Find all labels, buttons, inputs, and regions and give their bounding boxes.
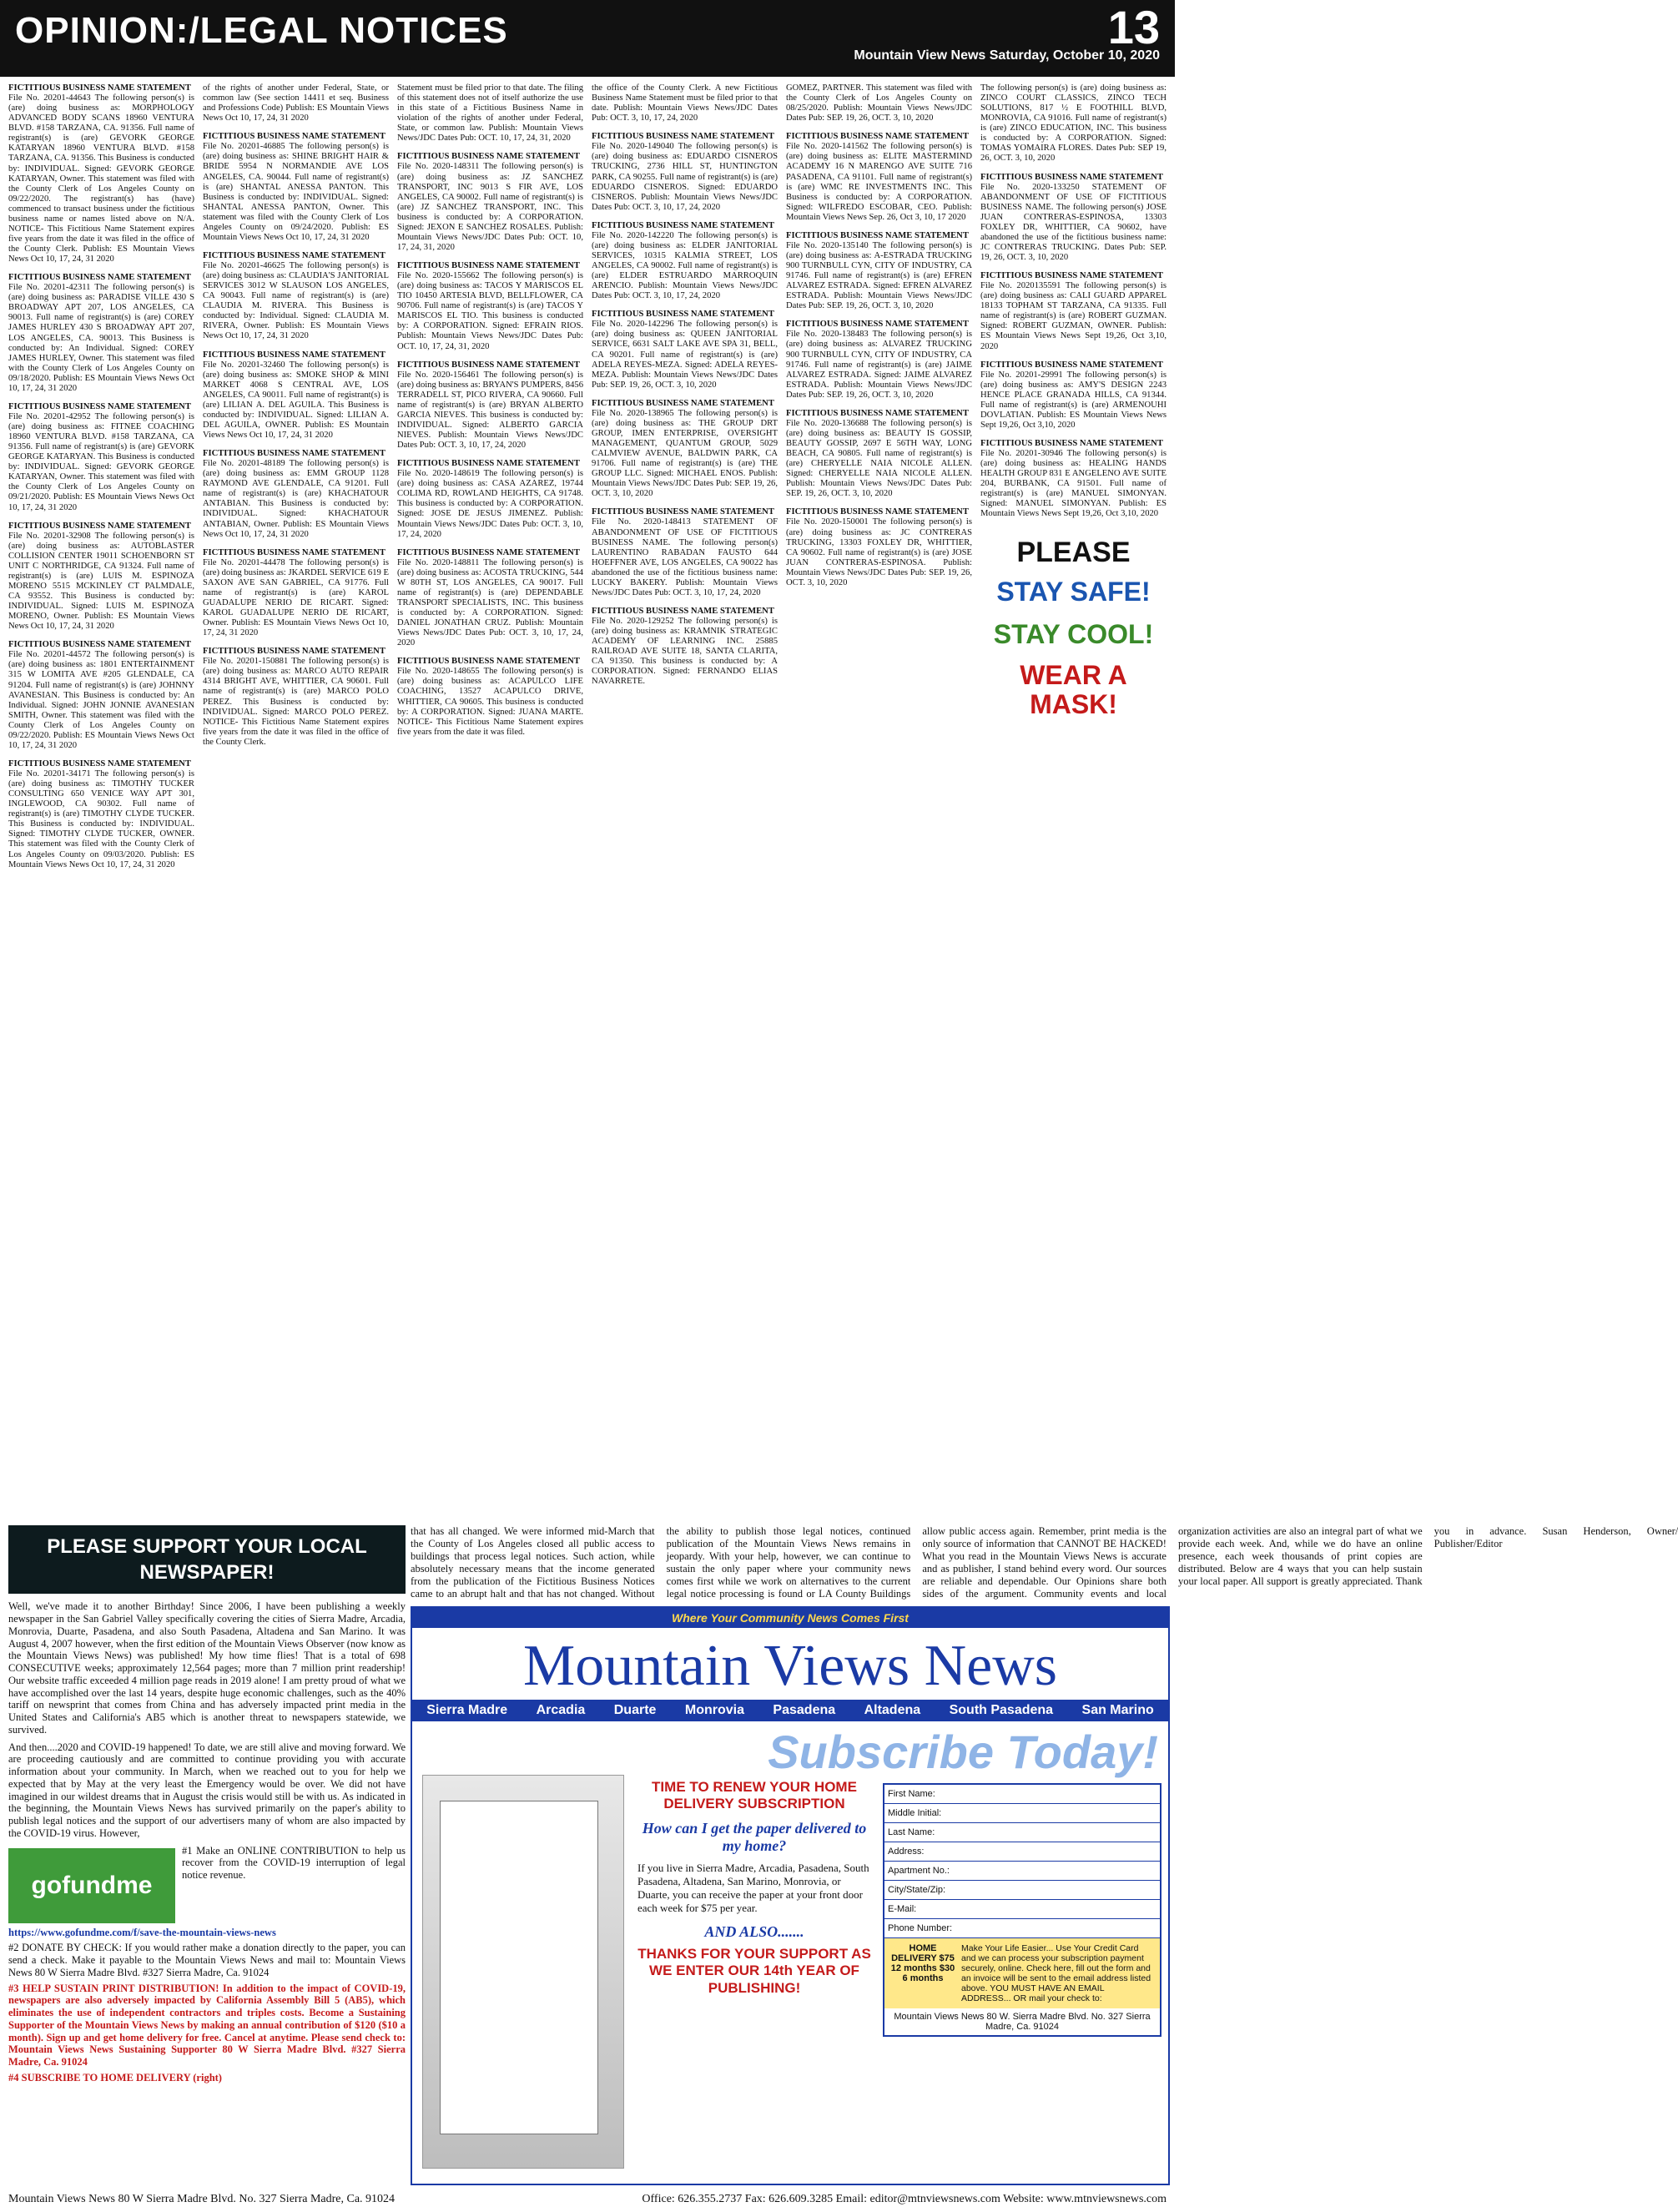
legal-notice: [980, 271, 1167, 352]
notice-column: [786, 83, 972, 1519]
notice-heading: FICTITIOUS BUSINESS NAME STATEMENT: [592, 606, 774, 616]
notice-body: File No. 20201-34171 The following person(s) is (are) doing business as: TIMOTHY TUCKER CONSULTING 650 VENICE WAY APT 301, INGLEWOOD, CA 90302. Full name of registrant(s) is (are) TIMOTHY CLYDE TUCKER. This Business is conducted by: INDIVIDUAL. Signed: TIMOTHY CLYDE TUCKER, OWNER. This statement was filed with the County Clerk of Los Angeles County on 09/03/2020. Publish: ES Mountain Views News Oct 10, 17, 24, 31 2020: [8, 769, 194, 869]
support-item-4: #4 SUBSCRIBE TO HOME DELIVERY (right): [8, 2071, 222, 2084]
mail-address: Mountain Views News 80 W. Sierra Madre Blvd. No. 327 Sierra Madre, Ca. 91024: [884, 2008, 1160, 2035]
legal-notice: [8, 640, 194, 751]
legal-notice: [397, 657, 583, 738]
notice-body: File No. 2020-142296 The following person(s) is (are) doing business as: QUEEN JANITORIAL SERVICE, 6631 SALT LAKE AVE SPA 31, BELL, CA 90201. Full name of registrant(s) is (are) ADELA REYES-MEZA. Signed: ADELA REYES-MEZA. Publish: Mountain Views News/JDC Dates Pub: SEP. 19, 26, OCT. 3, 10, 2020: [592, 320, 778, 390]
support-item-3: #3 HELP SUSTAIN PRINT DISTRIBUTION! In addition to the impact of COVID-19, newspapers are also adversely impacted by California Assembly Bill 5 (AB5), which eliminates the use of independent contractors and triples costs. Become a Sustaining Supporter of the Mountain Views News by making an annual contribution of $120 ($10 a month). Sign up and get home delivery for free. Cancel at anytime. Please send check to: Mountain Views News Sustaining Supporter 80 W Sierra Madre Blvd. #327 Sierra Madre, Ca. 91024: [8, 1982, 406, 2068]
notice-heading: FICTITIOUS BUSINESS NAME STATEMENT: [8, 273, 191, 283]
notice-heading: FICTITIOUS BUSINESS NAME STATEMENT: [8, 83, 191, 93]
notice-heading: FICTITIOUS BUSINESS NAME STATEMENT: [592, 220, 774, 230]
notice-heading: FICTITIOUS BUSINESS NAME STATEMENT: [592, 132, 774, 142]
gofundme-logo[interactable]: gofundme: [8, 1848, 175, 1923]
notice-heading: FICTITIOUS BUSINESS NAME STATEMENT: [786, 320, 969, 330]
form-field-label: Middle Initial:: [888, 1808, 942, 1818]
legal-notice: [786, 320, 972, 401]
notice-body: the office of the County Clerk. A new Fictitious Business Name Statement must be filed prior to that date. Publish: Mountain Views News/JDC Dates Pub: OCT. 3, 10, 17, 24, 2020: [592, 83, 778, 123]
notice-heading: FICTITIOUS BUSINESS NAME STATEMENT: [203, 547, 385, 557]
notice-body: File No. 20201-42952 The following person(s) is (are) doing business as: FITNEE COACHING 18960 VENTURA BLVD. #158 TARZANA, CA 91356. Full name of registrant(s) is (are) GEVORK GEORGE KATARYAN. This Business is conducted by: INDIVIDUAL. Signed: GEVORK GEORGE KATARYAN, Owner. This statement was filed with the County Clerk of Los Angeles County on 09/21/2020. Publish: ES Mountain Views News Oct 10, 17, 24, 31 2020: [8, 411, 194, 512]
city-label: Monrovia: [684, 1703, 744, 1717]
notice-column: [592, 83, 778, 1519]
promo-stay-cool: STAY COOL!: [993, 618, 1154, 649]
notice-body: File No. 2020-150001 The following person(s) is (are) doing business as: JC CONTRERAS TRUCKING, 13303 FOXLEY DR, WHITTIER, CA 90602. Full name of registrant(s) is (are) JOSE JUAN CONTRERAS-ESPINOSA. Publish: Mountain Views News/JDC Dates Pub: SEP. 19, 26, OCT. 3, 10, 2020: [786, 517, 972, 587]
notice-body: Statement must be filed prior to that date. The filing of this statement does not of itself authorize the use in this state of a Fictitious Business Name in violation of the rights of another under Federal, State, or common law. Publish: Mountain Views News/JDC Dates Pub: OCT. 10, 17, 24, 31, 2020: [397, 83, 583, 144]
notice-body: File No. 20201-46625 The following person(s) is (are) doing business as: CLAUDIA'S JANITORIAL SERVICES 3012 W SLAUSON LOS ANGELES, CA 90043. Full name of registrant(s) is (are) CLAUDIA M. RIVERA. This Business is conducted by: Individual. Signed: CLAUDIA M. RIVERA, Owner. Publish: ES Mountain Views News Oct 10, 17, 24, 31 2020: [203, 261, 389, 341]
notice-body: File No. 20201-46885 The following person(s) is (are) doing business as: SHINE BRIGHT HAIR & BRIDE 5954 N NORMANDIE AVE LOS ANGELES, CA. 90044. Full name of registrant(s) is (are) SHANTAL ANESSA PANTON. This Business is conducted by: INDIVIDUAL. Signed: SHANTAL ANESSA PANTON, Owner. This statement was filed with the County Clerk of Los Angeles County on 09/24/2020. Publish: ES Mountain Views News Oct 10, 17, 24, 31 2020: [203, 142, 389, 242]
notice-heading: FICTITIOUS BUSINESS NAME STATEMENT: [786, 408, 969, 418]
notice-body: File No. 2020135591 The following person(s) is (are) doing business as: CALI GUARD APPAREL 18133 TOPHAM ST TARZANA, CA 91335. Full name of registrant(s) is (are) ROBERT GUZMAN. Signed: ROBERT GUZMAN, OWNER. Publish: ES Mountain Views News Sept 19,26, Oct 3,10, 2020: [980, 281, 1167, 351]
and-also: AND ALSO.......: [704, 1922, 804, 1940]
delivery-question: How can I get the paper delivered to my home?: [642, 1819, 867, 1854]
legal-notice: [980, 439, 1167, 520]
form-field[interactable]: [884, 1842, 1160, 1862]
notice-body: File No. 2020-142220 The following person(s) is (are) doing business as: ELDER JANITORIAL SERVICES, 10315 KALMIA STREET, LOS ANGELES, CA 90002. Full name of registrant(s) is (are) ELDER ESTRUARDO MARROQUIN ARENCIO. Publish: Mountain Views News/JDC Dates Pub: OCT. 3, 10, 17, 24, 2020: [592, 230, 778, 301]
legal-notice: [980, 360, 1167, 431]
publisher-letter: that has all changed. We were informed mid-March that the County of Los Angeles closed all public access to buildings that process legal notices. Such action, while absolutely necessary means that the income generated from the publication of the Fictitious Business Notices came to an abrupt halt and that has not changed. Without the ability to publish those legal notices, continued publication of the Mountain Views News remains in jeopardy. With your help, however, we can continue to sustain the only paper where your community news comes first while we work on alternatives to the current legal notice processing is found or LA County Buildings allow public access again. Remember, print media is the only source of information that CANNOT BE HACKED! What you read in the Mountain Views News is accurate and as publisher, I stand behind every word. Our sources are reliable and dependable. Our Opinions share both sides of the argument. Community events and local organization activities are also an integral part of what we provide each week. And, while we do have an online presence, each week thousands of print copies are distributed. Below are 4 ways that you can help sustain your local paper. All support is greatly appreciated. Thank you in advance. Susan Henderson, Owner/ Publisher/Editor: [411, 1525, 1678, 1600]
renew-heading: TIME TO RENEW YOUR HOME DELIVERY SUBSCRIPTION: [652, 1779, 857, 1812]
legal-notice: [397, 548, 583, 649]
notice-column: [980, 83, 1167, 1519]
notice-body: File No. 2020-149040 The following person(s) is (are) doing business as: EDUARDO CISNEROS TRUCKING, 2736 HILL ST, HUNTINGTON PARK, CA 90255. Full name of registrant(s) is (are) EDUARDO CISNEROS. Signed: EDUARDO CISNEROS. Publish: Mountain Views News/JDC Dates Pub: OCT. 3, 10, 17, 24, 2020: [592, 142, 778, 212]
safety-promo: [980, 537, 1167, 720]
notice-body: File No. 2020-148619 The following person(s) is (are) doing business as: CASA AZAREZ, 19744 COLIMA RD, ROWLAND HEIGHTS, CA 91748. This business is conducted by: A CORPORATION. Signed: JOSE DE JESUS JIMENEZ. Publish: Mountain Views News/JDC Dates Pub: OCT. 3, 10, 17, 24, 2020: [397, 469, 583, 539]
legal-notice: [8, 759, 194, 870]
form-field-label: Address:: [888, 1847, 925, 1857]
ad-masthead: Mountain Views News: [522, 1634, 1057, 1698]
form-field[interactable]: [884, 1881, 1160, 1900]
notice-column: [397, 83, 583, 1519]
notice-body: File No. 2020-156461 The following person(s) is (are) doing business as: BRYAN'S PUMPERS, 8456 TERRADELL ST, PICO RIVERA, CA 90660. Full name of registrant(s) is (are) BRYAN ALBERTO GARCIA NIEVES. This business is conducted by: INDIVIDUAL. Signed: ALBERTO GARCIA NIEVES. Publish: Mountain Views News/JDC Dates Pub: OCT. 3, 10, 17, 24, 2020: [397, 370, 583, 451]
notice-column-6: [980, 83, 1167, 520]
credit-card-text: Make Your Life Easier... Use Your Credit Card and we can process your subscription payment securely, online. Check here, fill out the form and an invoice will be sent to the email address listed above. YOU MUST HAVE AN EMAIL ADDRESS... OR mail your check to:: [961, 1943, 1151, 2004]
legal-notice: [786, 409, 972, 500]
notice-body: File No. 20201-150881 The following person(s) is (are) doing business as: MARCO AUTO REPAIR 4314 BRIGHT AVE, WHITTIER, CA 90601. Full name of registrant(s) is (are) MARCO POLO PEREZ. This Business is conducted by: INDIVIDUAL. Signed: MARCO POLO PEREZ. NOTICE- This Fictitious Name Statement expires five years from the date it was filed in the office of the County Clerk.: [203, 657, 389, 747]
legal-notice: [397, 152, 583, 253]
legal-notice: [397, 83, 583, 144]
notice-heading: FICTITIOUS BUSINESS NAME STATEMENT: [203, 449, 385, 459]
notice-body: File No. 2020-148811 The following person(s) is (are) doing business as: ACOSTA TRUCKING, 544 W 80TH ST, LOS ANGELES, CA 90017. Full name of registrant(s) is (are) DEPENDABLE TRANSPORT SPECIALISTS, INC. This business is conducted by: A CORPORATION. Signed: DANIEL JONATHAN CRUZ. Publish: Mountain Views News/JDC Dates Pub: OCT. 3, 10, 17, 24, 2020: [397, 557, 583, 648]
notice-column: [8, 83, 194, 1519]
notice-column: [203, 83, 389, 1519]
city-label: South Pasadena: [949, 1703, 1054, 1717]
notice-heading: FICTITIOUS BUSINESS NAME STATEMENT: [8, 758, 191, 768]
notice-heading: FICTITIOUS BUSINESS NAME STATEMENT: [397, 459, 580, 469]
notice-heading: FICTITIOUS BUSINESS NAME STATEMENT: [203, 132, 385, 142]
notice-body: File No. 2020-133250 STATEMENT OF ABANDONMENT OF USE OF FICTITIOUS BUSINESS NAME. The following person(s) JOSE JUAN CONTRERAS-ESPINOSA, 13303 FOXLEY DR, WHITTIER, CA 90602, have abandoned the use of the fictitious business name: JC CONTRERAS TRUCKING. Dates Pub: SEP. 19, 26, OCT. 3, 10, 2020: [980, 182, 1167, 262]
notice-heading: FICTITIOUS BUSINESS NAME STATEMENT: [203, 647, 385, 657]
city-label: Duarte: [613, 1703, 657, 1717]
notice-heading: FICTITIOUS BUSINESS NAME STATEMENT: [397, 657, 580, 667]
legal-notice: [203, 83, 389, 123]
notice-body: File No. 20201-32460 The following person(s) is (are) doing business as: SMOKE SHOP & MINI MARKET 4068 S CENTRAL AVE, LOS ANGELES, CA 90011. Full name of registrant(s) is (are) LILIAN A. DEL AGUILA. This Business is conducted by: INDIVIDUAL. Signed: LILIAN A. DEL AGUILA, OWNER. Publish: ES Mountain Views News Oct 10, 17, 24, 31 2020: [203, 360, 389, 440]
notice-body: File No. 2020-148413 STATEMENT OF ABANDONMENT OF USE OF FICTITIOUS BUSINESS NAME. The following person(s) LAURENTINO RABADAN FAUSTO 644 HOEFFNER AVE, LOS ANGELES, CA 90022 has abandoned the use of the fictitious business name: LUCKY BAKERY. Publish: Mountain Views News/JDC Dates Pub: OCT. 3, 10, 17, 24, 2020: [592, 517, 778, 597]
form-field-label: First Name:: [888, 1789, 935, 1799]
legal-notice: [397, 459, 583, 540]
subscribe-today-heading: Subscribe Today!: [768, 1726, 1158, 1778]
footer-contact: Office: 626.355.2737 Fax: 626.609.3285 Email: editor@mtnviewsnews.com Website: www.mtnviewsnews.com: [642, 2193, 1167, 2205]
section-title: OPINION:/LEGAL NOTICES: [15, 10, 508, 51]
notice-heading: FICTITIOUS BUSINESS NAME STATEMENT: [8, 640, 191, 650]
dateline: Mountain View News Saturday, October 10, 2020: [854, 48, 1160, 63]
city-label: San Marino: [1081, 1703, 1154, 1717]
city-label: Sierra Madre: [426, 1703, 508, 1717]
page-number: 13: [1107, 1, 1160, 53]
subscription-ad: [411, 1606, 1170, 2185]
legal-notice: [8, 273, 194, 394]
notice-body: File No. 2020-138483 The following person(s) is (are) doing business as: ALVAREZ TRUCKING 900 TURNBULL CYN, CITY OF INDUSTRY, CA 91746. Full name of registrant(s) is (are) JAIME ALVAREZ ESTRADA. Signed: JAIME ALVAREZ ESTRADA. Publish: Mountain Views News/JDC Dates Pub: SEP. 19, 26, OCT. 3, 10, 2020: [786, 330, 972, 400]
city-label: Pasadena: [773, 1703, 836, 1717]
ad-cities: [412, 1700, 1168, 1721]
notice-body: The following person(s) is (are) doing business as: ZINCO COURT CLASSICS, ZINCO TECH SOLUTIONS, 817 ½ E FOOTHILL BLVD, MONROVIA, CA 91016. Full name of registrant(s) is (are) ZINCO EDUCATION, INC. This business is conducted by: A CORPORATION. Signed: TOMAS YOMAIRA FLORES. Dates Pub: SEP 19, 26, OCT. 3, 10, 2020: [980, 83, 1167, 164]
notice-body: File No. 20201-42311 The following person(s) is (are) doing business as: PARADISE VILLE 430 S BROADWAY APT 207, LOS ANGELES, CA 90013. Full name of registrant(s) is (are) COREY JAMES HURLEY 430 S BROADWAY APT 207, LOS ANGELES, CA. 90013. This Business is conducted by: An Individual. Signed: COREY JAMES HURLEY, Owner. This statement was filed with the County Clerk of Los Angeles County on 09/18/2020. Publish: ES Mountain Views News Oct 10, 17, 24, 31 2020: [8, 283, 194, 393]
notice-heading: FICTITIOUS BUSINESS NAME STATEMENT: [397, 152, 580, 162]
city-label: Arcadia: [536, 1703, 586, 1717]
ad-tagline: Where Your Community News Comes First: [412, 1608, 1168, 1628]
form-field[interactable]: [884, 1804, 1160, 1823]
notice-body: File No. 2020-148655 The following person(s) is (are) doing business as: ACAPULCO LIFE COACHING, 13527 ACAPULCO DRIVE, WHITTIER, CA 90605. This business is conducted by: A CORPORATION. Signed: JUANA MARTE. NOTICE- This Fictitious Name Statement expires five years from the date it was filed.: [397, 667, 583, 737]
notice-body: File No. 20201-32908 The following person(s) is (are) doing business as: AUTOBLASTER COLLISION CENTER 19011 SCHOENBORN ST UNIT C NORTHRIDGE, CA 91324. Full name of registrant(s) is (are) LUIS M. ESPINOZA MORENO 5515 MCKINLEY CT PALMDALE, CA 93552. This Business is conducted by: INDIVIDUAL. Signed: LUIS M. ESPINOZA MORENO, Owner. Publish: ES Mountain Views News Oct 10, 17, 24, 31 2020: [8, 531, 194, 632]
notice-body: of the rights of another under Federal, State, or common law (See section 14411 et seq. Business and Professions Code) Publish: ES Mountain Views News Oct 10, 17, 24, 31 2020: [203, 83, 389, 123]
legal-notice: [203, 647, 389, 748]
notice-heading: FICTITIOUS BUSINESS NAME STATEMENT: [397, 261, 580, 270]
notice-body: File No. 2020-136688 The following person(s) is (are) doing business as: BEAUTY IS GOSSIP, BEAUTY GOSSIP, 2697 E 56TH WAY, LONG BEACH, CA 90805. Full name of registrant(s) is (are) CHERYELLE NAIA NICOLE ALLEN. Signed: CHERYELLE NAIA NICOLE ALLEN. Publish: Mountain Views News/JDC Dates Pub: SEP. 19, 26, OCT. 3, 10, 2020: [786, 418, 972, 499]
notice-heading: FICTITIOUS BUSINESS NAME STATEMENT: [592, 507, 774, 517]
home-delivery-pricing: HOME DELIVERY $75 12 months $30 6 months: [890, 1943, 955, 1983]
page-footer: [8, 2193, 1167, 2208]
notice-heading: FICTITIOUS BUSINESS NAME STATEMENT: [980, 439, 1163, 448]
support-newspaper-box: [8, 1525, 406, 2184]
form-field[interactable]: [884, 1919, 1160, 1938]
notice-heading: FICTITIOUS BUSINESS NAME STATEMENT: [8, 521, 191, 531]
thanks-message: THANKS FOR YOUR SUPPORT AS WE ENTER OUR 14th YEAR OF PUBLISHING!: [637, 1945, 871, 1996]
legal-notice: [592, 507, 778, 598]
notice-body: File No. 2020-138965 The following person(s) is (are) doing business as: THE GROUP DRT GROUP, IMEN ENTERPRISE, OVERSIGHT MANAGEMENT, QUANTUM GROUP, 5029 CALMVIEW AVENUE, BALDWIN PARK, CA 91706. Full name of registrant(s) is (are) THE GROUP LLC. Signed: MICHAEL ENOS. Publish: Mountain Views News/JDC Dates Pub: SEP. 19, 26, OCT. 3, 10, 2020: [592, 408, 778, 499]
notice-body: GOMEZ, PARTNER. This statement was filed with the County Clerk of Los Angeles County on 08/25/2020. Publish: Mountain Views News/JDC Dates Pub: SEP. 19, 26, OCT. 3, 10, 2020: [786, 83, 972, 123]
page-header: [0, 0, 1175, 77]
legal-notice: [203, 251, 389, 342]
form-field[interactable]: [884, 1785, 1160, 1804]
newspaper-stack-image: [422, 1775, 624, 2169]
legal-notice: [203, 350, 389, 441]
notice-heading: FICTITIOUS BUSINESS NAME STATEMENT: [980, 172, 1163, 182]
form-field-label: City/State/Zip:: [888, 1885, 946, 1895]
newspaper-front-page: [440, 1801, 598, 2134]
legal-notice: [592, 221, 778, 302]
notice-heading: FICTITIOUS BUSINESS NAME STATEMENT: [592, 398, 774, 408]
support-body: [8, 1600, 406, 2084]
legal-notice: [786, 507, 972, 588]
legal-notice: [203, 132, 389, 243]
form-field-label: Phone Number:: [888, 1923, 953, 1933]
notice-heading: FICTITIOUS BUSINESS NAME STATEMENT: [786, 507, 969, 517]
promo-please: PLEASE: [1016, 536, 1131, 568]
subscription-form: [883, 1783, 1161, 2037]
support-banner: PLEASE SUPPORT YOUR LOCAL NEWSPAPER!: [8, 1525, 406, 1594]
legal-notice: [592, 607, 778, 688]
notice-heading: FICTITIOUS BUSINESS NAME STATEMENT: [397, 360, 580, 370]
legal-notice: [8, 83, 194, 265]
notice-body: File No. 2020-141562 The following person(s) is (are) doing business as: ELITE MASTERMIND ACADEMY 16 N MARENGO AVE SUITE 716 PASADENA, CA 91101. Full name of registrant(s) is (are) WMC RE INVESTMENTS INC. This Business is conducted by: A CORPORATION. Signed: WILFREDO ESCOBAR, CEO. Publish: Mountain Views News Sep. 26, Oct 3, 10, 17 2020: [786, 142, 972, 222]
legal-notice: [8, 402, 194, 513]
legal-notice: [980, 173, 1167, 264]
delivery-answer: If you live in Sierra Madre, Arcadia, Pasadena, South Pasadena, Altadena, San Marino, Monrovia, or Duarte, you can receive the paper at your front door each week for $75 per year.: [637, 1861, 869, 1914]
notice-body: File No. 2020-148311 The following person(s) is (are) doing business as: JZ SANCHEZ TRANSPORT, INC 9013 S FIR AVE, LOS ANGELES, CA 90002. Full name of registrant(s) is (are) JZ SANCHEZ TRANSPORT, INC. This business is conducted by: A CORPORATION. Signed: JEXON E SANCHEZ ROSALES. Publish: Mountain Views News/JDC Dates Pub: OCT. 10, 17, 24, 31, 2020: [397, 162, 583, 252]
notice-heading: FICTITIOUS BUSINESS NAME STATEMENT: [980, 360, 1163, 370]
notice-body: File No. 2020-155662 The following person(s) is (are) doing business as: TACOS Y MARISCOS EL TIO 10450 ARTESIA BLVD, BELLFLOWER, CA 90706. Full name of registrant(s) is (are) TACOS Y MARISCOS EL TIO. This business is conducted by: A CORPORATION. Signed: EFRAIN RIOS. Publish: Mountain Views News/JDC Dates Pub: OCT. 10, 17, 24, 31, 2020: [397, 271, 583, 351]
footer-address: Mountain Views News 80 W Sierra Madre Blvd. No. 327 Sierra Madre, Ca. 91024: [8, 2193, 396, 2205]
legal-notice: [786, 83, 972, 123]
legal-notice: [203, 449, 389, 540]
legal-notice: [203, 548, 389, 639]
support-item-1: #1 Make an ONLINE CONTRIBUTION to help us recover from the COVID-19 interruption of legal notice revenue.: [182, 1844, 406, 1882]
notice-heading: FICTITIOUS BUSINESS NAME STATEMENT: [397, 547, 580, 557]
support-paragraph: Well, we've made it to another Birthday! Since 2006, I have been publishing a weekly newspaper in the San Gabriel Valley specifically covering the cities of Sierra Madre, Arcadia, Monrovia, Duarte, Pasadena, and also South Pasadena, Altadena and San Marino. It was August 4, 2007 however, when the first edition of the Mountain Views Observer (now know as the Mountain Views News) was published! My how time flies! That is a total of 698 CONSECUTIVE weeks; approximately 12,564 pages; more than 7 million print readership! Our website traffic exceeded 4 million page reads in 2019 alone! I am pretty proud of what we have accomplished over the last 14 years, despite huge economic challenges, such as the 40% tariff on newsprint that comes from China and has adversely impacted print media in the United States and California's AB5 which is another threat to newspapers statewide, we survived.: [8, 1600, 406, 1736]
notice-heading: FICTITIOUS BUSINESS NAME STATEMENT: [592, 310, 774, 320]
form-field-label: Apartment No.:: [888, 1866, 950, 1876]
notice-heading: FICTITIOUS BUSINESS NAME STATEMENT: [786, 132, 969, 142]
legal-notice: [786, 132, 972, 223]
gofundme-link[interactable]: https://www.gofundme.com/f/save-the-mountain-views-news: [8, 1926, 276, 1938]
form-field[interactable]: [884, 1862, 1160, 1881]
notice-heading: FICTITIOUS BUSINESS NAME STATEMENT: [8, 401, 191, 411]
notice-heading: FICTITIOUS BUSINESS NAME STATEMENT: [786, 230, 969, 240]
legal-notice: [592, 83, 778, 123]
renew-block: [637, 1779, 871, 1997]
form-field-label: E-Mail:: [888, 1904, 917, 1914]
form-field-label: Last Name:: [888, 1827, 935, 1837]
legal-notice: [8, 522, 194, 632]
legal-notice: [592, 399, 778, 500]
legal-notice: [786, 231, 972, 312]
notice-body: File No. 20201-44478 The following person(s) is (are) doing business as: JKARDEL SERVICE 619 E SAXON AVE SAN GABRIEL, CA 91776. Full name of registrant(s) is (are) KAROL GUADALUPE NERIO DE RICART. Signed: KAROL GUADALUPE NERIO DE RICART, Owner. Publish: ES Mountain Views News Oct 10, 17, 24, 31 2020: [203, 557, 389, 638]
city-label: Altadena: [864, 1703, 921, 1717]
notice-heading: FICTITIOUS BUSINESS NAME STATEMENT: [203, 250, 385, 260]
legal-notices-columns: [8, 83, 1167, 1519]
notice-body: File No. 20201-29991 The following person(s) is (are) doing business as: AMY'S DESIGN 2243 HENCE PLACE GRANADA HILLS, CA 91344. Full name of registrant(s) is (are) ARMENOUHI DOVLATIAN. Publish: ES Mountain Views News Sept 19,26, Oct 3,10, 2020: [980, 370, 1167, 430]
notice-body: File No. 2020-129252 The following person(s) is (are) doing business as: KRAMNIK STRATEGIC ACADEMY OF LEARNING INC. 25885 RAILROAD AVE SUITE 18, SANTA CLARITA, CA 91350. This business is conducted by: A CORPORATION. Signed: FERNANDO ELIAS NAVARRETE.: [592, 617, 778, 687]
form-field[interactable]: [884, 1823, 1160, 1842]
support-paragraph: And then....2020 and COVID-19 happened! To date, we are still alive and moving forward. We are proceeding cautiously and are committed to continue providing you with accurate information about your community. In March, when we reached out to you for help we expected that by May at the very least the Emergency would be over. We did not have imagined in our wildest dreams that in August the crisis would still be with us. As indicated in the beginning, the Mountain Views News has survived primarily on the paper's ability to publish legal notices and the support of our advertisers many of whom are also impacted by the COVID-19 virus. However,: [8, 1741, 406, 1839]
legal-notice: [397, 360, 583, 451]
notice-body: File No. 20201-44643 The following person(s) is (are) doing business as: MORPHOLOGY ADVANCED BODY SCANS 18960 VENTURA BLVD. #158 TARZANA, CA. 91356. Full name of registrant(s) is (are) GEVORK GEORGE KATARYAN 18960 VENTURA BLVD. #158 TARZANA, CA. 91356. This Business is conducted by: INDIVIDUAL. Signed: GEVORK GEORGE KATARYAN, Owner. This statement was filed with the County Clerk of Los Angeles County on 09/22/2020. The registrant(s) has (have) commenced to transact business under the fictitious business name or names listed above on N/A. NOTICE- This Fictitious Name Statement expires five years from the date it was filed in the office of the County Clerk. Publish: ES Mountain Views News Oct 10, 17, 24, 31 2020: [8, 93, 194, 265]
notice-heading: FICTITIOUS BUSINESS NAME STATEMENT: [203, 350, 385, 360]
legal-notice: [592, 310, 778, 391]
notice-body: File No. 2020-135140 The following person(s) is (are) doing business as: A-ESTRADA TRUCKING 900 TURNBULL CYN, CITY OF INDUSTRY, CA 91746. Full name of registrant(s) is (are) EFREN ALVAREZ ESTRADA. Signed: EFREN ALVAREZ ESTRADA. Publish: Mountain Views News/JDC Dates Pub: SEP. 19, 26, OCT. 3, 10, 2020: [786, 240, 972, 311]
promo-stay-safe: STAY SAFE!: [996, 577, 1151, 607]
form-bottom: [884, 1938, 1160, 2008]
support-item-2: #2 DONATE BY CHECK: If you would rather make a donation directly to the paper, you can send a check. Make it payable to the Mountain Views News and mail to: Mountain Views News 80 W Sierra Madre Blvd. #327 Sierra Madre, Ca. 91024: [8, 1942, 406, 1978]
legal-notice: [592, 132, 778, 213]
legal-notice: [397, 261, 583, 352]
notice-body: File No. 20201-30946 The following person(s) is (are) doing business as: HEALING HANDS HEALTH GROUP 831 E ANGELENO AVE SUITE 204, BURBANK, CA 91501. Full name of registrant(s) is (are) MANUEL SIMONYAN. Signed: MANUEL SIMONYAN. Publish: ES Mountain Views News Sept 19,26, Oct 3,10, 2020: [980, 449, 1167, 519]
form-fields: [884, 1785, 1160, 1938]
promo-wear-mask: WEAR A MASK!: [1020, 660, 1127, 720]
notice-body: File No. 20201-44572 The following person(s) is (are) doing business as: 1801 ENTERTAINMENT 315 W LOMITA AVE #205 GLENDALE, CA 91204. Full name of registrant(s) is (are) JOHNNY AVANESIAN. This Business is conducted by: An Individual. Signed: JOHN JONNIE AVANESIAN SMITH, Owner. This statement was filed with the County Clerk of Los Angeles County on 09/22/2020. Publish: ES Mountain Views News Oct 10, 17, 24, 31 2020: [8, 650, 194, 750]
form-field[interactable]: [884, 1900, 1160, 1919]
legal-notice: [980, 83, 1167, 164]
notice-body: File No. 20201-48189 The following person(s) is (are) doing business as: EMM GROUP 1128 RAYMOND AVE GLENDALE, CA 91201. Full name of registrant(s) is (are) KHACHATOUR ANTABIAN. This Business is conducted by: INDIVIDUAL. Signed: KHACHATOUR ANTABIAN, Owner. Publish: ES Mountain Views News Oct 10, 17, 24, 31 2020: [203, 459, 389, 539]
notice-heading: FICTITIOUS BUSINESS NAME STATEMENT: [980, 271, 1163, 281]
